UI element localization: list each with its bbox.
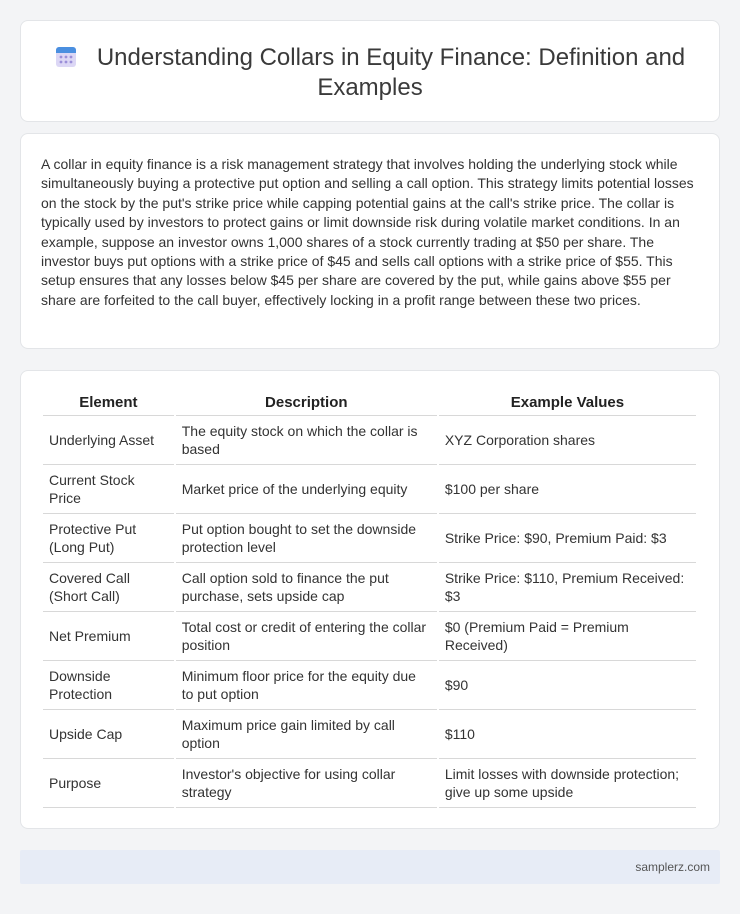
cell-example: $0 (Premium Paid = Premium Received) [439,612,696,661]
cell-element: Covered Call (Short Call) [43,563,174,612]
title-card [20,20,720,122]
table-row [43,710,696,759]
table-header-row [43,391,696,416]
cell-element: Underlying Asset [43,416,174,465]
table-card [20,370,720,829]
cell-description: Market price of the underlying equity [176,465,437,514]
cell-element: Current Stock Price [43,465,174,514]
cell-example: $100 per share [439,465,696,514]
cell-description: Investor's objective for using collar strategy [176,759,437,808]
page-title: Understanding Collars in Equity Finance: Definition and Examples [96,44,686,101]
footer-bar [20,850,720,884]
table-row [43,563,696,612]
table-row [43,612,696,661]
cell-example: Limit losses with downside protection; give up some upside [439,759,696,808]
header-description: Description [176,391,437,416]
table-row [43,416,696,465]
description-text: A collar in equity finance is a risk management strategy that involves holding the underlying stock while simultaneously buying a protective put option and selling a call option. This strategy limits potential losses on the stock by the put's strike price while capping potential gains at the call's strike price. The collar is typically used by investors to protect gains or limit downside risk during volatile market conditions. In an example, suppose an investor owns 1,000 shares of a stock currently trading at $50 per share. The investor buys put options with a strike price of $45 and sells call options with a strike price of $55. This setup ensures that any losses below $45 per share are covered by the put, while gains above $55 per share are forfeited to the call buyer, effectively locking in a profit range between these two prices. [41,156,694,308]
table-row [43,514,696,563]
header-element: Element [43,391,174,416]
table-row [43,465,696,514]
cell-element: Upside Cap [43,710,174,759]
cell-element: Purpose [43,759,174,808]
table-row [43,759,696,808]
cell-description: Total cost or credit of entering the collar position [176,612,437,661]
page-title-wrap [51,43,689,103]
cell-description: Minimum floor price for the equity due to put option [176,661,437,710]
cell-example: Strike Price: $110, Premium Received: $3 [439,563,696,612]
cell-description: Put option bought to set the downside protection level [176,514,437,563]
cell-description: Maximum price gain limited by call option [176,710,437,759]
cell-element: Downside Protection [43,661,174,710]
cell-element: Net Premium [43,612,174,661]
header-example-values: Example Values [439,391,696,416]
collar-elements-table [41,391,698,808]
description-card [20,133,720,349]
calendar-grid-icon [55,46,77,68]
cell-description: Call option sold to finance the put purchase, sets upside cap [176,563,437,612]
cell-example: XYZ Corporation shares [439,416,696,465]
cell-element: Protective Put (Long Put) [43,514,174,563]
cell-example: Strike Price: $90, Premium Paid: $3 [439,514,696,563]
footer-site-link[interactable]: samplerz.com [635,860,710,874]
table-row [43,661,696,710]
cell-example: $110 [439,710,696,759]
cell-description: The equity stock on which the collar is based [176,416,437,465]
cell-example: $90 [439,661,696,710]
